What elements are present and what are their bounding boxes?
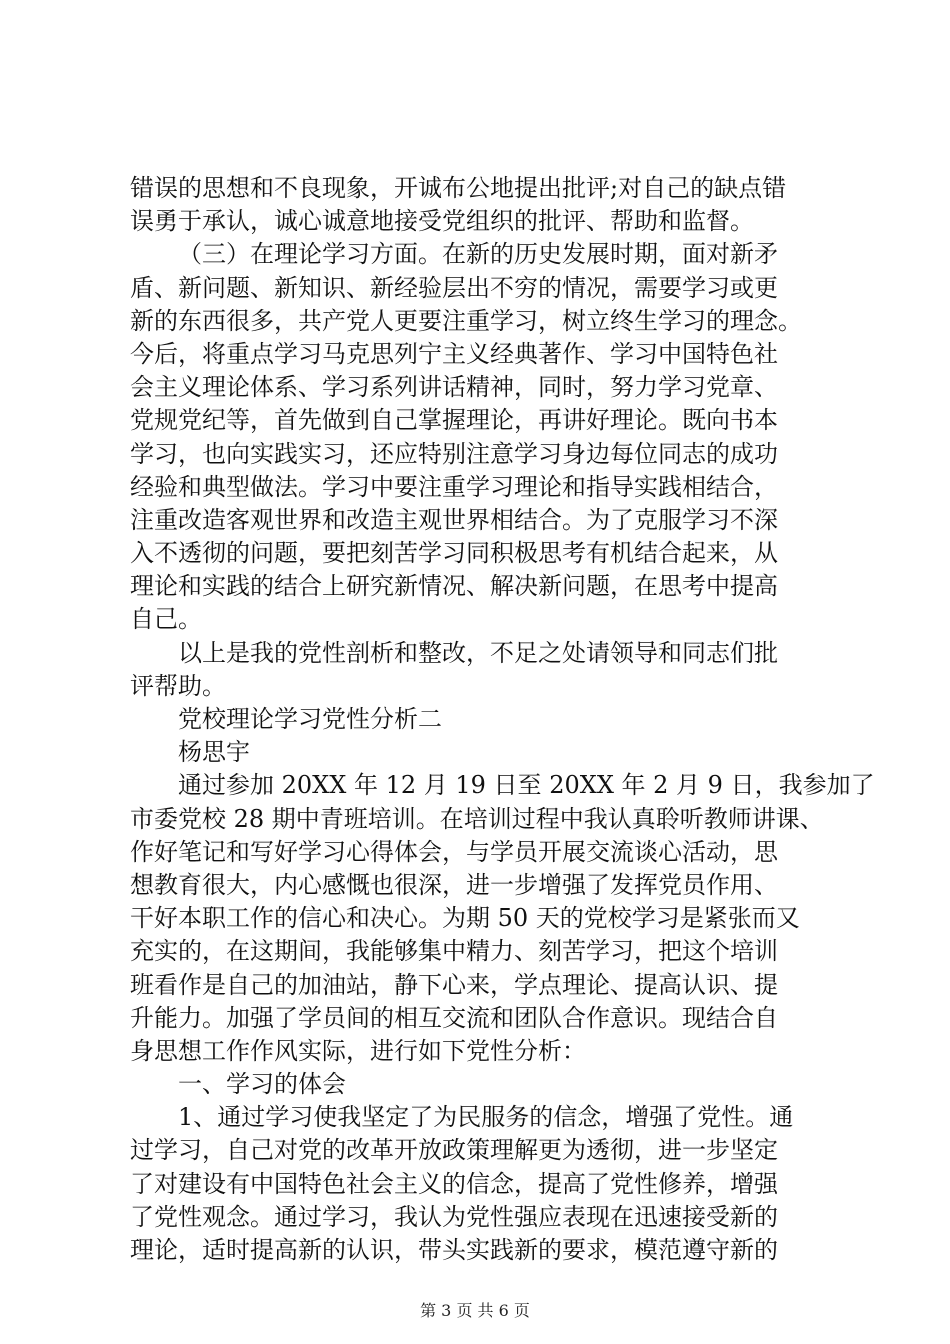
text-line: 干好本职工作的信心和决心。为期 50 天的党校学习是紧张而又	[130, 904, 800, 933]
text-line: 党校理论学习党性分析二	[178, 705, 442, 733]
page-footer: 第 3 页 共 6 页	[420, 1301, 530, 1320]
text-line: 升能力。加强了学员间的相互交流和团队合作意识。现结合自	[130, 1003, 778, 1032]
text-line: 理论，适时提高新的认识，带头实践新的要求，模范遵守新的	[130, 1236, 778, 1264]
text-line: 过学习，自己对党的改革开放政策理解更为透彻，进一步坚定	[130, 1136, 778, 1165]
text-line: （三）在理论学习方面。在新的历史发展时期，面对新矛	[178, 240, 778, 269]
text-line: 想教育很大，内心感慨也很深，进一步增强了发挥党员作用、	[130, 870, 778, 899]
text-line: 今后，将重点学习马克思列宁主义经典著作、学习中国特色社	[130, 339, 778, 368]
text-line: 盾、新问题、新知识、新经验层出不穷的情况，需要学习或更	[130, 273, 778, 302]
text-line: 错误的思想和不良现象，开诚布公地提出批评;对自己的缺点错	[130, 174, 787, 202]
text-line: 误勇于承认，诚心诚意地接受党组织的批评、帮助和监督。	[130, 207, 754, 236]
text-line: 身思想工作作风实际，进行如下党性分析：	[130, 1036, 586, 1065]
text-line: 经验和典型做法。学习中要注重学习理论和指导实践相结合，	[130, 472, 778, 501]
document-body	[130, 172, 875, 1267]
text-line: 了对建设有中国特色社会主义的信念，提高了党性修养，增强	[130, 1169, 778, 1198]
text-line: 新的东西很多，共产党人更要注重学习，树立终生学习的理念。	[130, 306, 802, 335]
text-line: 作好笔记和写好学习心得体会，与学员开展交流谈心活动，思	[130, 837, 778, 866]
text-line: 杨思宇	[178, 738, 250, 767]
text-line: 入不透彻的问题，要把刻苦学习同积极思考有机结合起来，从	[130, 539, 778, 568]
text-line: 学习，也向实践实习，还应特别注意学习身边每位同志的成功	[130, 439, 778, 468]
text-line: 一、学习的体会	[178, 1070, 346, 1099]
text-line: 会主义理论体系、学习系列讲话精神，同时，努力学习党章、	[130, 373, 778, 402]
text-line: 1、通过学习使我坚定了为民服务的信念，增强了党性。通	[178, 1103, 794, 1132]
text-line: 充实的，在这期间，我能够集中精力、刻苦学习，把这个培训	[130, 937, 778, 966]
text-line: 市委党校 28 期中青班培训。在培训过程中我认真聆听教师讲课、	[130, 804, 824, 833]
text-line: 了党性观念。通过学习，我认为党性强应表现在迅速接受新的	[130, 1202, 778, 1231]
text-line: 党规党纪等，首先做到自己掌握理论，再讲好理论。既向书本	[130, 406, 778, 435]
text-line: 评帮助。	[130, 671, 226, 700]
text-line: 通过参加 20XX 年 12 月 19 日至 20XX 年 2 月 9 日，我参加了	[178, 771, 875, 800]
text-line: 理论和实践的结合上研究新情况、解决新问题，在思考中提高	[130, 572, 778, 601]
text-line: 班看作是自己的加油站，静下心来，学点理论、提高认识、提	[130, 970, 778, 999]
text-line: 注重改造客观世界和改造主观世界相结合。为了克服学习不深	[130, 505, 778, 534]
text-line: 自己。	[130, 605, 202, 634]
text-line: 以上是我的党性剖析和整改，不足之处请领导和同志们批	[178, 638, 778, 667]
